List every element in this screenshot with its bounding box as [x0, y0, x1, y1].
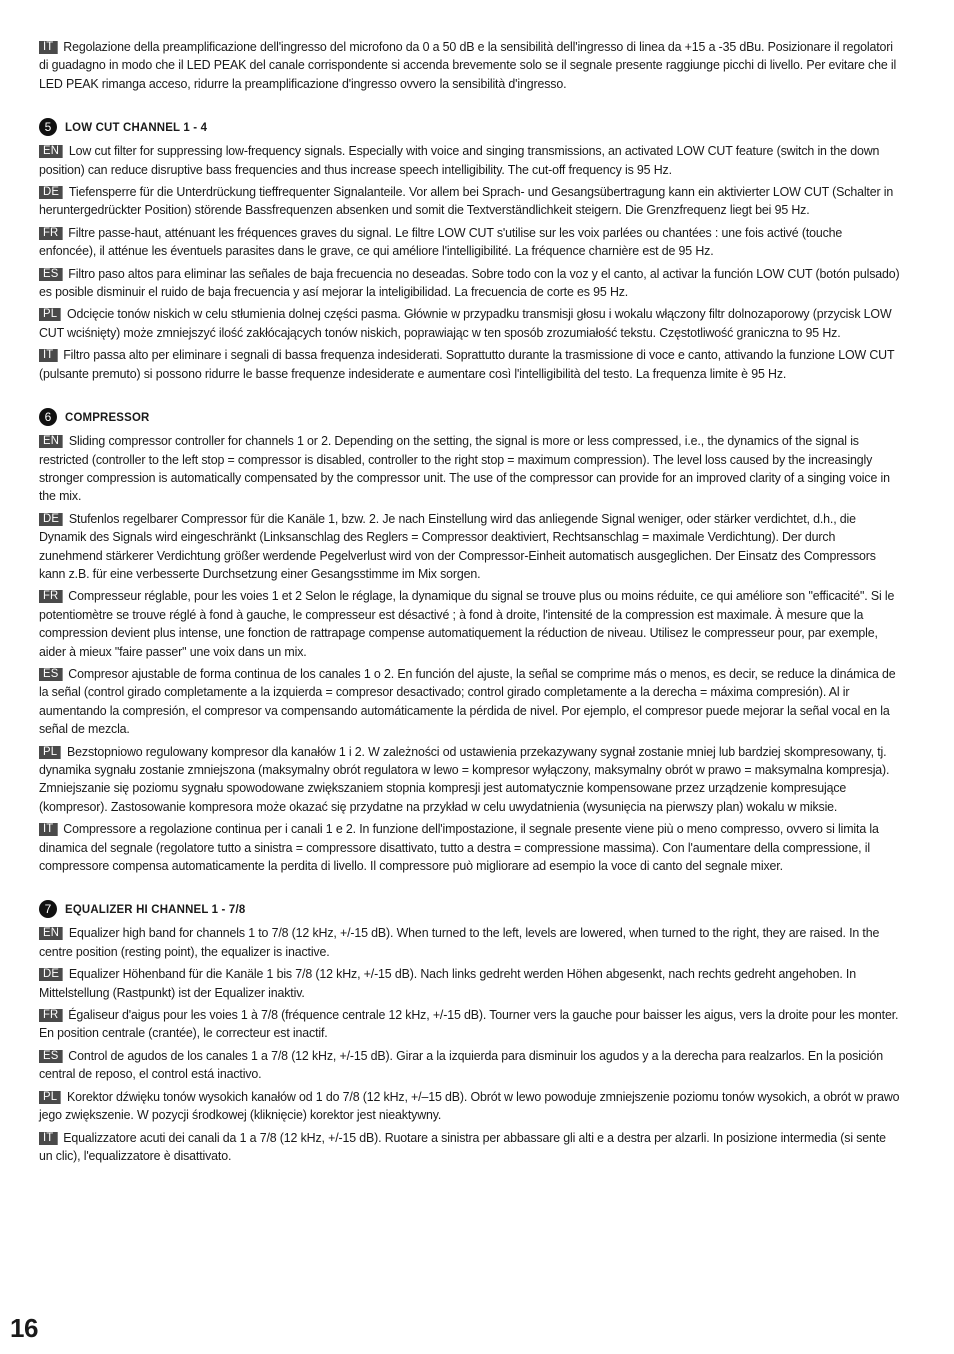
paragraph-fr	[39, 1006, 902, 1043]
paragraph-text: Odcięcie tonów niskich w celu stłumienia dolnej części pasma. Głównie w przypadku transmisji głosu i wokalu włączony filtr dolnozaporowy (przycisk LOW CUT wciśnięty) może zmniejszyć ilość zakłócających tonów niskich, poprawiając w ten sposób zrozumiałość tekstu. Częstotliwość graniczna to 95 Hz.	[39, 307, 892, 340]
section-heading	[39, 408, 915, 426]
language-badge: IT	[39, 1132, 57, 1145]
paragraph-fr	[39, 587, 902, 661]
language-badge: ES	[39, 1050, 62, 1063]
paragraph-text: Compresseur réglable, pour les voies 1 et 2 Selon le réglage, la dynamique du signal se trouve plus ou moins réduite, ce qui améliore son "efficacité". Si le potentiomètre se trouve réglé à fond à gauche, le compresseur est désactivé ; à fond à droite, l'intensité de la compression est maximale. À mesure que la compression devient plus intense, une fonction de rattrapage compense automatiquement la réduction de niveau. Utilisez le compresseur pour, par exemple, aider à mieux "faire passer" une voix dans un mix.	[39, 589, 895, 659]
paragraph-es	[39, 265, 902, 302]
paragraph-text: Regolazione della preamplificazione dell'ingresso del microfono da 0 a 50 dB e la sensibilità dell'ingresso di linea da +15 a -35 dBu. Posizionare il regolatori di guadagno in modo che il LED PEAK del canale corrispondente si accenda brevemente solo se il segnale presente raggiunge picchi di livello. Per evitare che il LED PEAK rimanga acceso, ridurre la preamplificazione d'ingresso ovvero la sensibilità d'ingresso.	[39, 40, 897, 91]
section-title: LOW CUT CHANNEL 1 - 4	[65, 120, 208, 135]
language-badge: FR	[39, 227, 62, 240]
page-number: 16	[10, 1313, 38, 1343]
section-number-badge: 5	[39, 118, 57, 136]
paragraph-es	[39, 1047, 902, 1084]
paragraph-de	[39, 510, 902, 584]
language-badge: DE	[39, 513, 63, 526]
paragraph-pl	[39, 305, 902, 342]
paragraph-es	[39, 665, 902, 739]
language-badge: IT	[39, 823, 57, 836]
paragraph-pl	[39, 743, 902, 817]
paragraph-text: Filtro paso altos para eliminar las señales de baja frecuencia no deseadas. Sobre todo con la voz y el canto, al activar la función LOW CUT (botón pulsado) es posible disminuir el ruido de baja frecuencia y así mejorar la inteligibilidad. La frecuencia de corte es 95 Hz.	[39, 266, 900, 300]
language-badge: ES	[39, 668, 62, 681]
paragraph-text: Égaliseur d'aigus pour les voies 1 à 7/8 (fréquence centrale 12 kHz, +/-15 dB). Tourner vers la gauche pour baisser les aigus, vers la droite pour les monter. En position centrale (crantée), le correcteur est inactif.	[39, 1008, 899, 1041]
language-badge: ES	[39, 268, 62, 281]
paragraph-en	[39, 924, 902, 961]
paragraph-en	[39, 142, 902, 179]
intro-paragraph	[39, 38, 902, 93]
language-badge: DE	[39, 186, 63, 199]
paragraph-it	[39, 346, 902, 383]
paragraph-text: Compressore a regolazione continua per i canali 1 e 2. In funzione dell'impostazione, il segnale presente viene più o meno compresso, ovvero si limita la dinamica del segnale (regolatore tutto a sinistra = compressore disattivato, tutto a destra = compressione massima). Con l'aumentare della compressione, il compressore compensa automaticamente la perdita di livello. Il compressore può migliorare ad esempio la voce di canto del segnale mixer.	[39, 822, 879, 874]
paragraph-de	[39, 965, 902, 1002]
language-badge: EN	[39, 435, 63, 448]
paragraph-text: Equalizer Höhenband für die Kanäle 1 bis 7/8 (12 kHz, +/-15 dB). Nach links gedreht werden Höhen abgesenkt, nach rechts gedreht angehoben. In Mittelstellung (Rastpunkt) ist der Equalizer inaktiv.	[39, 967, 856, 1000]
paragraph-it	[39, 1129, 902, 1166]
paragraph-text: Sliding compressor controller for channels 1 or 2. Depending on the setting, the signal is more or less compressed, i.e., the dynamics of the signal is restricted (controller to the left stop = compressor is disabled, controller to the right stop = maximum compression). The level loss caused by the increasingly stronger compression is automatically compensated by the compressor unit. The use of the compressor can provide for an improved clarity of a singing voice in the mix.	[39, 434, 890, 504]
paragraph-text: Korektor dźwięku tonów wysokich kanałów od 1 do 7/8 (12 kHz, +/–15 dB). Obrót w lewo powoduje zmniejszenie poziomu tonów wysokich, a obrót w prawo jego zwiększenie. W pozycji środkowej (kliknięcie) korektor jest nieaktywny.	[39, 1089, 900, 1123]
language-badge: PL	[39, 308, 61, 321]
paragraph-text: Equalizzatore acuti dei canali da 1 a 7/8 (12 kHz, +/-15 dB). Ruotare a sinistra per abbassare gli alti e a destra per alzarli. In posizione intermedia (si sente un clic), l'equalizzatore è disattivato.	[39, 1130, 886, 1163]
language-badge: DE	[39, 968, 63, 981]
paragraph-text: Filtre passe-haut, atténuant les fréquences graves du signal. Le filtre LOW CUT s'utilise sur les voix parlées ou chantées : une fois activé (touche enfoncée), il atténue les éventuels parasites dans le grave, ce qui améliore l'intelligibilité. La fréquence charnière est de 95 Hz.	[39, 225, 843, 259]
language-badge: IT	[39, 41, 57, 54]
paragraph-text: Control de agudos de los canales 1 a 7/8 (12 kHz, +/-15 dB). Girar a la izquierda para disminuir los agudos y a la derecha para realzarlos. En la posición central de reposo, el control está inactivo.	[39, 1048, 884, 1082]
paragraph-it	[39, 820, 902, 875]
language-badge: IT	[39, 349, 57, 362]
paragraph-text: Stufenlos regelbarer Compressor für die Kanäle 1, bzw. 2. Je nach Einstellung wird das anliegende Signal weniger, oder stärker verdichtet, d.h., die Dynamik des Signals wird eingeschränkt (Linksanschlag des Reglers = Compressor deaktiviert, Rechtsanschlag = maximale Verdichtung). Der durch zunehmend stärkerer Verdichtung größer werdende Pegelverlust wird von der Compressor-Einheit automatisch ausgeglichen. Der Einsatz des Compressors kann z.B. für eine verbesserte Durchsetzung einer Gesangsstimme im Mix sorgen.	[39, 511, 876, 581]
paragraph-text: Low cut filter for suppressing low-frequency signals. Especially with voice and singing transmissions, an activated LOW CUT feature (switch in the down position) can reduce disruptive bass frequencies and thus increase speech intelligibility. The cut-off frequency is 95 Hz.	[39, 144, 880, 177]
section-number-badge: 7	[39, 900, 57, 918]
language-badge: FR	[39, 1009, 62, 1022]
paragraph-text: Bezstopniowo regulowany kompresor dla kanałów 1 i 2. W zależności od ustawienia przekazywany sygnał zostanie mniej lub bardziej skompresowany, tj. dynamika sygnału zostanie zmniejszona (maksymalny obrót regulatora w lewo = kompresor wyłączony, maksymalny obrót w prawo = maksymalna kompresja). Zmniejszanie się poziomu sygnału spowodowane zwiększaniem stopnia kompresji jest automatycznie kompensowane przez urządzenie kompresujące (kompresor). Zastosowanie kompresora może okazać się przydatne na przykład w celu uwydatnienia (wysunięcia na pierwszy plan) wokalu w miksie.	[39, 744, 890, 814]
language-badge: EN	[39, 145, 63, 158]
paragraph-text: Compresor ajustable de forma continua de los canales 1 o 2. En función del ajuste, la señal se comprime más o menos, es decir, se reduce la dinámica de la señal (control girado completamente a la izquierda = compresor desactivado; control girado completamente a la derecha = máxima compresión). Al ir aumentando la compresión, el compresor va compensando automáticamente la pérdida de nivel. Por ejemplo, el compresor puede mejorar la señal vocal en la señal de mezcla.	[39, 666, 896, 737]
document-body	[39, 38, 915, 1169]
paragraph-text: Filtro passa alto per eliminare i segnali di bassa frequenza indesiderati. Soprattutto durante la trasmissione di voce e canto, attivando la funzione LOW CUT (pulsante premuto) si possono ridurre le basse frequenze indesiderate e aumentare così l'intelligibilità del testo. La frequenza limite è 95 Hz.	[39, 348, 895, 381]
section-title: EQUALIZER HI CHANNEL 1 - 7/8	[65, 902, 246, 917]
language-badge: PL	[39, 746, 61, 759]
language-badge: PL	[39, 1091, 61, 1104]
language-badge: FR	[39, 590, 62, 603]
paragraph-en	[39, 432, 902, 506]
paragraph-text: Tiefensperre für die Unterdrückung tieffrequenter Signalanteile. Vor allem bei Sprach- und Gesangsübertragung kann ein aktivierter LOW CUT (Schalter in heruntergedrückter Position) störende Bassfrequenzen absenken und somit die Textverständlichkeit steigern. Die Grenzfrequenz liegt bei 95 Hz.	[39, 185, 894, 218]
section-number-badge: 6	[39, 408, 57, 426]
language-badge: EN	[39, 927, 63, 940]
paragraph-fr	[39, 224, 902, 261]
paragraph-de	[39, 183, 902, 220]
section-heading	[39, 900, 915, 918]
section-heading	[39, 118, 915, 136]
paragraph-pl	[39, 1088, 902, 1125]
section-title: COMPRESSOR	[65, 410, 150, 425]
paragraph-text: Equalizer high band for channels 1 to 7/8 (12 kHz, +/-15 dB). When turned to the left, levels are lowered, when turned to the right, they are raised. In the centre position (resting point), the equalizer is inactive.	[39, 926, 880, 959]
